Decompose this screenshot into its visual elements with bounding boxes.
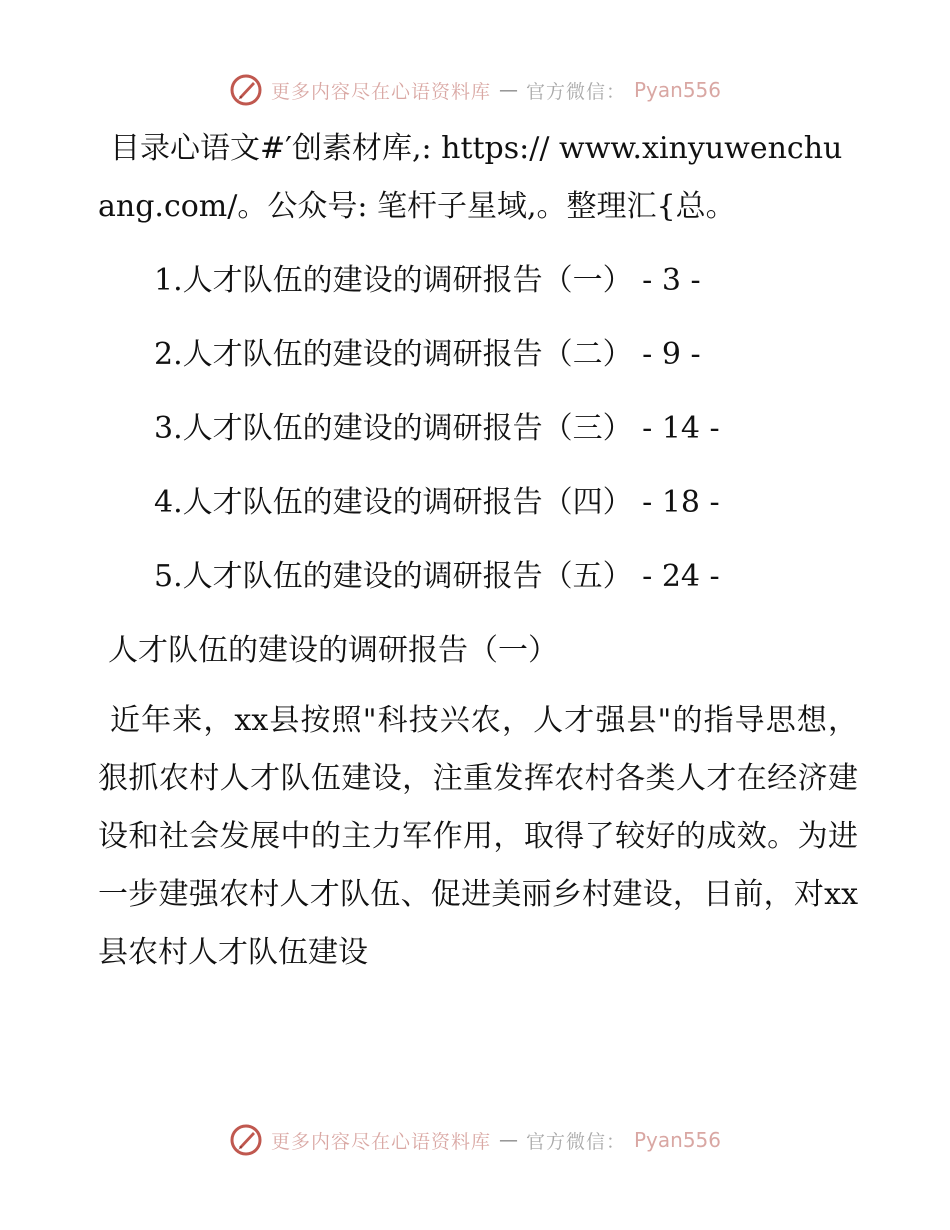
watermark-account-label: 官方微信： (525, 80, 626, 103)
watermark-account-id: Pyan556 (634, 78, 722, 102)
section-title: 人才队伍的建设的调研报告（一） (108, 633, 558, 668)
watermark-account-label: 官方微信： (525, 1130, 626, 1153)
body-paragraph: 近年来，xx县按照"科技兴农，人才强县"的指导思想，狠抓农村人才队伍建设，注重发挥农村各类人才在经济建设和社会发展中的主力军作用，取得了较好的成效。为进一步建强农村人才队伍、促进美丽乡村建设，日前，对xx县农村人才队伍建设 (98, 703, 858, 970)
header-watermark (0, 70, 950, 110)
intro-paragraph: 目录心语文#′创素材库,: https:// www.xinyuwenchuang.com/。公众号: 笔杆子星域,。整理汇{总。 (98, 131, 843, 224)
toc-item-5[interactable]: 5.人才队伍的建设的调研报告（五） - 24 - (154, 559, 720, 594)
watermark-text: 更多内容尽在心语资料库 (270, 1130, 491, 1153)
toc-item-2[interactable]: 2.人才队伍的建设的调研报告（二） - 9 - (154, 337, 701, 372)
watermark-text: 更多内容尽在心语资料库 (270, 80, 491, 103)
document-body (98, 120, 858, 982)
watermark-account-id: Pyan556 (634, 1128, 722, 1152)
footer-watermark (0, 1120, 950, 1160)
toc-item-4[interactable]: 4.人才队伍的建设的调研报告（四） - 18 - (154, 485, 720, 520)
watermark-dash: — (498, 1129, 518, 1151)
watermark-dash: — (498, 79, 518, 101)
quill-logo-icon (229, 1123, 263, 1157)
table-of-contents (98, 244, 858, 614)
quill-logo-icon (229, 73, 263, 107)
toc-item-3[interactable]: 3.人才队伍的建设的调研报告（三） - 14 - (154, 411, 720, 446)
toc-item-1[interactable]: 1.人才队伍的建设的调研报告（一） - 3 - (154, 263, 701, 298)
